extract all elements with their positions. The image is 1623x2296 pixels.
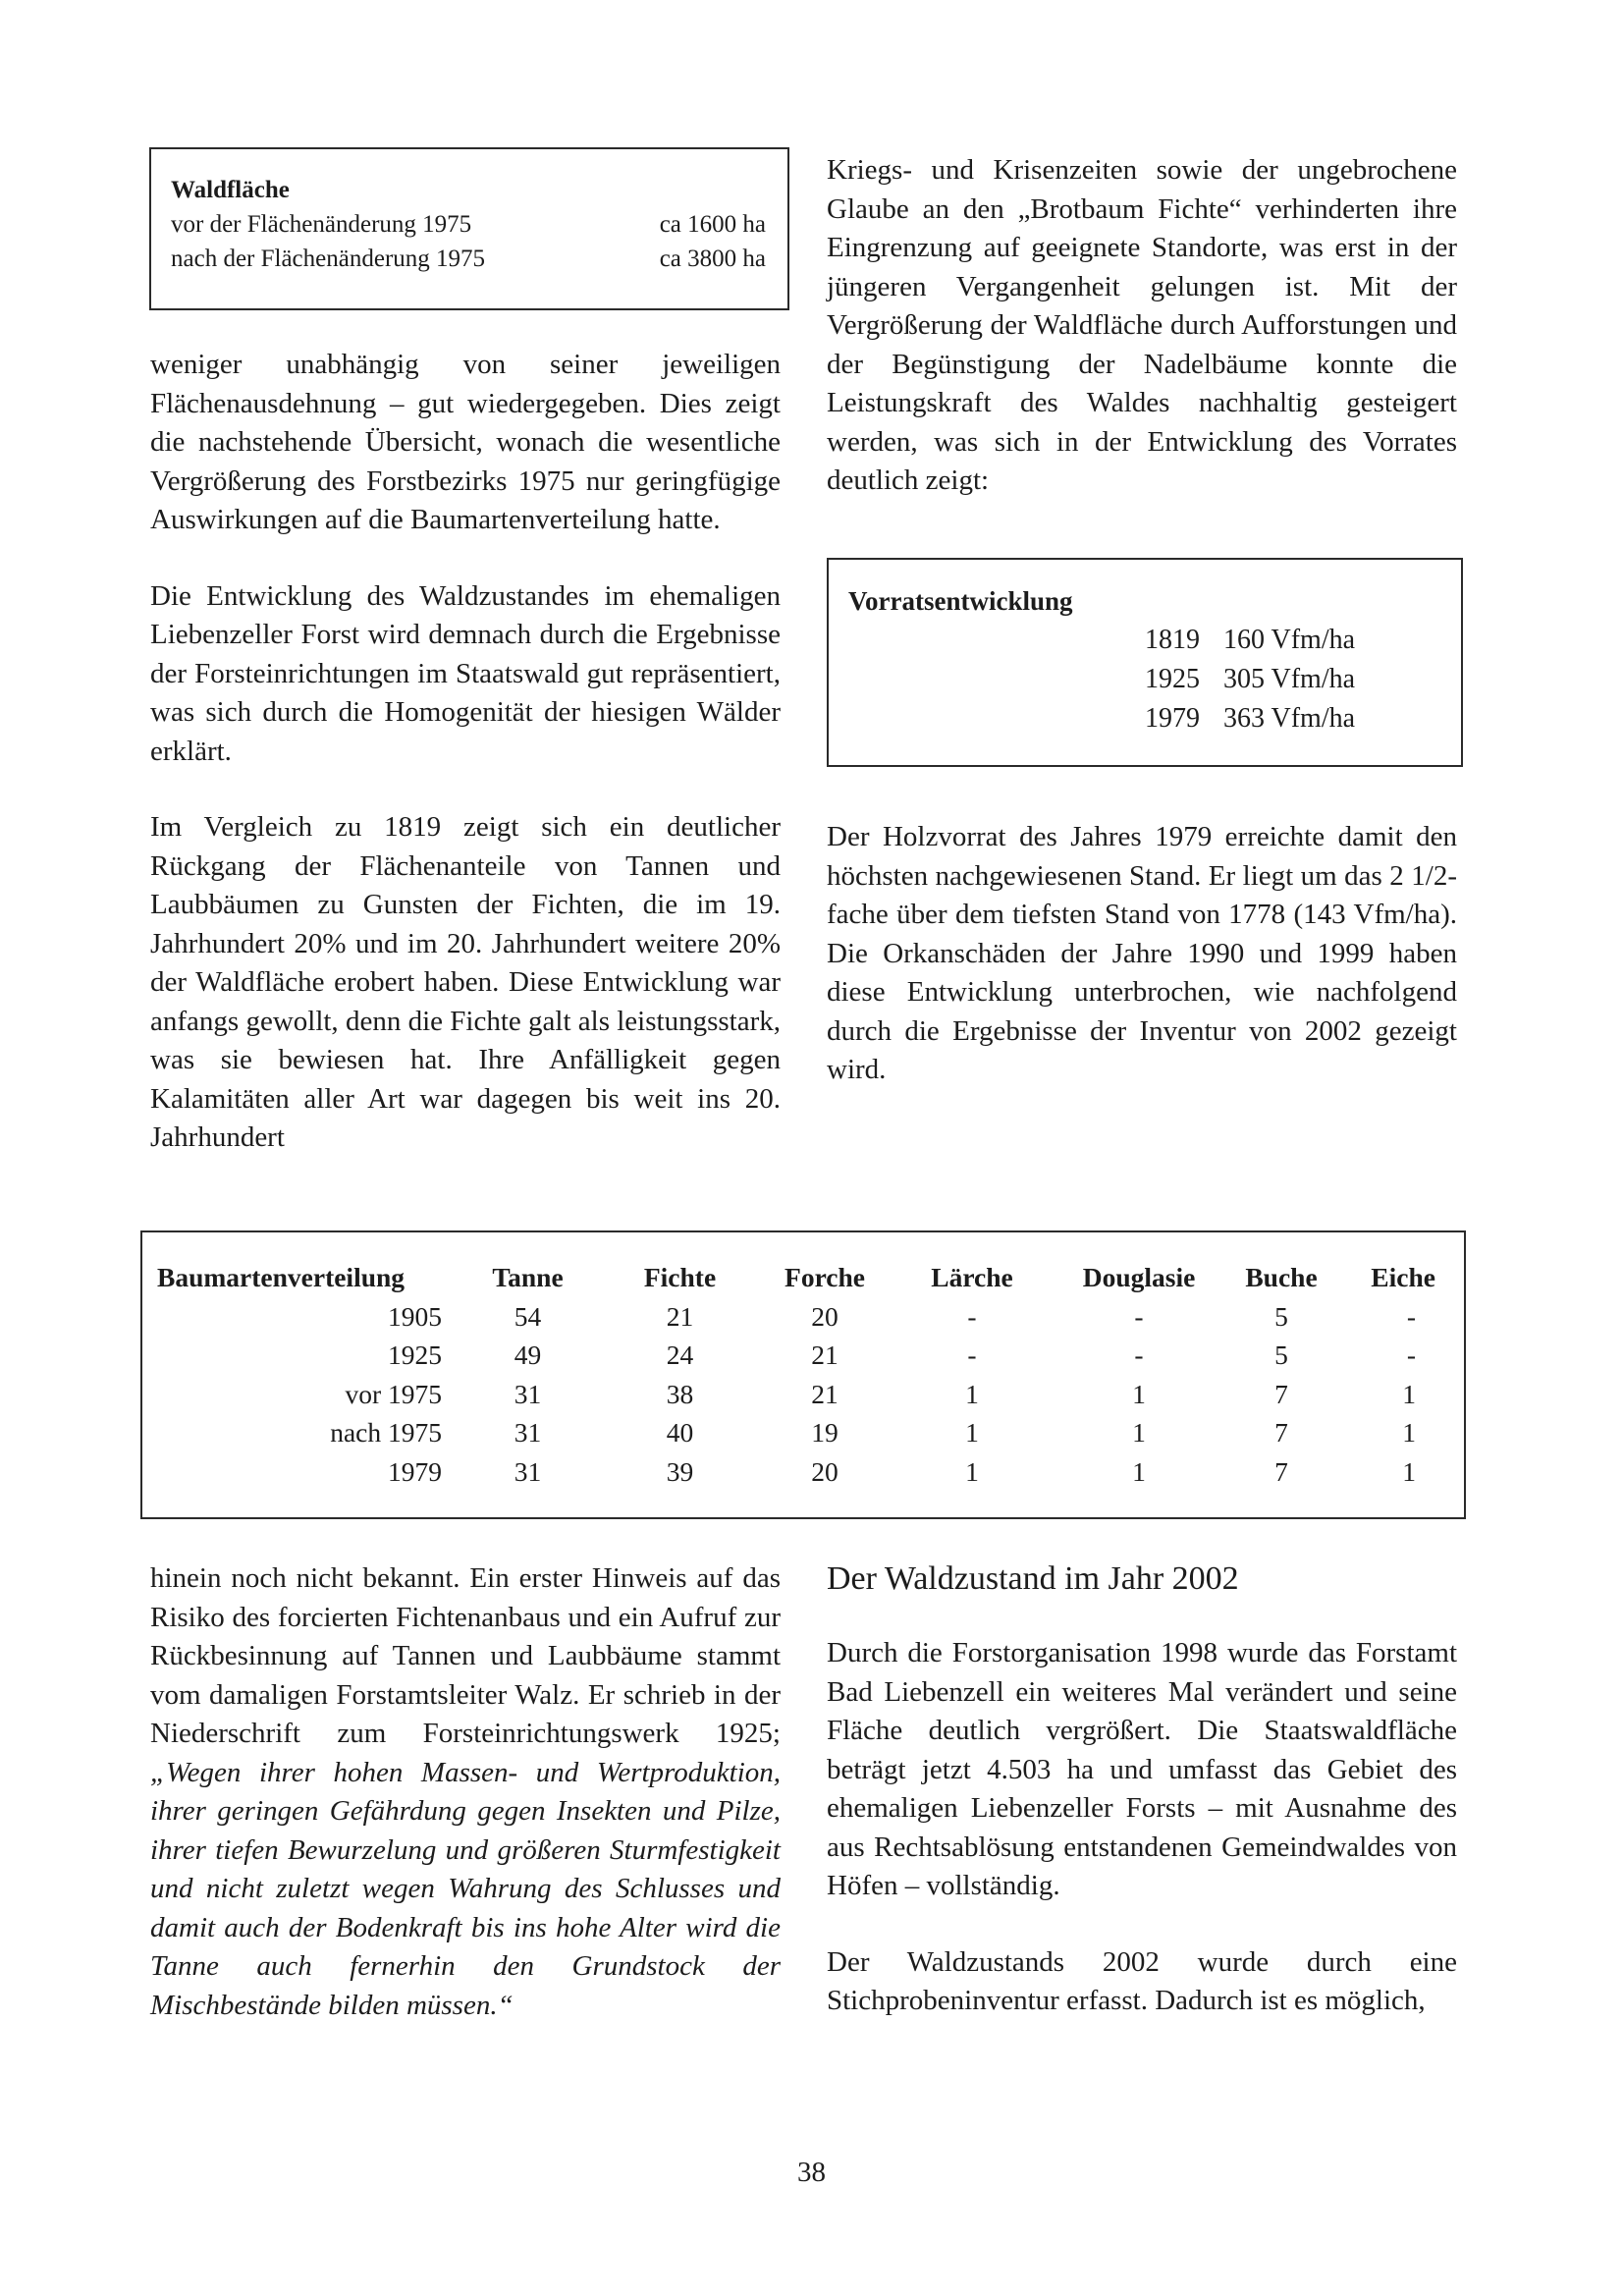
left-column-bottom — [150, 1559, 781, 2025]
vorrat-year: 1819 — [1145, 625, 1200, 655]
table-cell: 54 — [514, 1300, 542, 1332]
table-cell: 31 — [514, 1378, 542, 1409]
vorrat-year: 1925 — [1145, 664, 1200, 694]
table-row — [157, 1375, 1443, 1414]
waldflaeche-row-value: ca 1600 ha — [659, 211, 766, 238]
table-cell: 49 — [514, 1339, 542, 1370]
table-cell: 1 — [965, 1417, 979, 1448]
vorrat-year: 1979 — [1145, 703, 1200, 734]
paragraph: Der Waldzustands 2002 wurde durch eine Stichprobeninventur erfasst. Dadurch ist es möglich, — [827, 1945, 1457, 2016]
table-header: Fichte — [643, 1262, 717, 1292]
paragraph: weniger unabhängig von seiner jeweiligen Flächenausdehnung – gut wiedergegeben. Dies zeigt die nachstehende Übersicht, wonach die wesentliche Vergrößerung des Forstbezirks 1975 nur geringfügige Auswirkungen auf die Baumartenverteilung hatte. — [150, 349, 781, 535]
table-cell: vor 1975 — [345, 1378, 442, 1409]
paragraph: Die Entwicklung des Waldzustandes im ehemaligen Liebenzeller Forst wird demnach durch die Ergebnisse der Forsteinrichtungen im Staatswald gut repräsentiert, was sich durch die Homogenität der hiesigen Wälder erklärt. — [150, 579, 781, 767]
section-heading: Der Waldzustand im Jahr 2002 — [827, 1560, 1239, 1597]
vorrat-value: 305 Vfm/ha — [1223, 664, 1356, 694]
waldflaeche-row-label: nach der Flächenänderung 1975 — [171, 246, 486, 272]
table-cell: 20 — [811, 1300, 839, 1332]
table-row — [157, 1297, 1443, 1337]
right-column-bottom — [827, 1559, 1457, 2021]
table-cell: 1 — [965, 1378, 979, 1409]
table-cell: 21 — [666, 1300, 694, 1332]
table-cell: 1 — [1402, 1378, 1416, 1409]
table-cell: 40 — [666, 1417, 694, 1448]
table-cell: 20 — [811, 1455, 839, 1487]
table-header: Eiche — [1371, 1262, 1435, 1292]
quote-text: „Wegen ihrer hohen Massen- und Wertproduktion, ihrer geringen Gefährdung gegen Insekten und Pilze, ihrer tiefen Bewurzelung und größeren Sturmfestigkeit und nicht zuletzt wegen Wahrung des Schlusses und damit auch der Bodenkraft bis ins hohe Alter wird die Tanne auch fernerhin den Grundstock der Mischbestände bilden müssen.“ — [150, 1756, 781, 2021]
table-cell: - — [1134, 1300, 1144, 1332]
table-cell: 19 — [811, 1417, 839, 1448]
table-cell: 31 — [514, 1455, 542, 1487]
table-cell: 7 — [1274, 1455, 1288, 1487]
table-cell: 1 — [1132, 1417, 1146, 1448]
table-cell: 1 — [1132, 1378, 1146, 1409]
table-cell: - — [967, 1339, 977, 1370]
table-header: Forche — [784, 1262, 865, 1292]
table-cell: 1 — [1402, 1417, 1416, 1448]
vorrat-title: Vorratsentwicklung — [848, 586, 1073, 616]
vorrat-row — [848, 699, 1441, 738]
table-header: Tanne — [492, 1262, 564, 1292]
table-cell: 5 — [1274, 1300, 1288, 1332]
paragraph: Durch die Forstorganisation 1998 wurde das Forstamt Bad Liebenzell ein weiteres Mal verändert und seine Fläche deutlich vergrößert. Die Staatswaldfläche beträgt jetzt 4.503 ha und umfasst das Gebiet des ehemaligen Liebenzeller Forsts – mit Ausnahme des aus Rechtsablösung entstandenen Gemeindwaldes von Höfen – vollständig. — [827, 1637, 1457, 1901]
table-cell: - — [1406, 1300, 1416, 1332]
table-cell: 21 — [811, 1339, 839, 1370]
table-row — [157, 1413, 1443, 1452]
table-header: Buche — [1245, 1262, 1318, 1292]
table-header: Douglasie — [1082, 1262, 1196, 1292]
paragraph: Im Vergleich zu 1819 zeigt sich ein deutlicher Rückgang der Flächenanteile von Tannen und Laubbäumen zu Gunsten der Fichten, die im 19. Jahrhundert 20% und im 20. Jahrhundert weitere 20% der Waldfläche erobert haben. Diese Entwicklung war anfangs gewollt, denn die Fichte galt als leistungsstark, was sie bewiesen hat. Ihre Anfälligkeit gegen Kalamitäten aller Art war dagegen bis weit ins 20. Jahrhundert — [150, 811, 781, 1153]
vorrat-value: 363 Vfm/ha — [1223, 703, 1356, 734]
table-cell: 1 — [1132, 1455, 1146, 1487]
vorrat-box — [827, 558, 1463, 767]
waldflaeche-row-label: vor der Flächenänderung 1975 — [171, 211, 472, 238]
table-cell: 24 — [666, 1339, 694, 1370]
table-row — [157, 1452, 1443, 1492]
table-cell: 7 — [1274, 1417, 1288, 1448]
table-cell: 31 — [514, 1417, 542, 1448]
table-cell: 21 — [811, 1378, 839, 1409]
baumarten-table — [157, 1258, 1443, 1491]
page-number: 38 — [797, 2157, 826, 2188]
right-column-middle — [827, 818, 1457, 1090]
table-cell: 1 — [1402, 1455, 1416, 1487]
table-header: Lärche — [931, 1262, 1013, 1292]
table-cell: 1905 — [388, 1300, 442, 1332]
table-row — [157, 1336, 1443, 1375]
vorrat-value: 160 Vfm/ha — [1223, 625, 1356, 655]
table-cell: 1925 — [388, 1339, 442, 1370]
waldflaeche-row — [171, 242, 766, 276]
body-text: hinein noch nicht bekannt. Ein erster Hinweis auf das Risiko des forcierten Fichtenanbaus und ein Aufruf zur Rückbesinnung auf Tannen und Laubbäume stammt vom damaligen Forstamtsleiter Walz. Er schrieb in der Niederschrift zum Forsteinrichtungswerk 1925; — [150, 1562, 781, 1749]
waldflaeche-title: Waldfläche — [171, 177, 290, 203]
table-cell: 1979 — [388, 1455, 442, 1487]
waldflaeche-row — [171, 207, 766, 242]
right-column-top — [827, 151, 1457, 501]
waldflaeche-row-value: ca 3800 ha — [659, 246, 766, 272]
table-cell: 7 — [1274, 1378, 1288, 1409]
table-cell: - — [967, 1300, 977, 1332]
table-cell: 38 — [666, 1378, 694, 1409]
paragraph: Kriegs- und Krisenzeiten sowie der ungebrochene Glaube an den „Brotbaum Fichte“ verhinderten ihre Eingrenzung auf geeignete Standorte, was erst in der jüngeren Vergangenheit gelungen ist. Mit der Vergrößerung der Waldfläche durch Aufforstungen und der Begünstigung der Nadelbäume konnte die Leistungskraft des Waldes nachhaltig gesteigert werden, was sich in der Entwicklung des Vorrates deutlich zeigt: — [827, 154, 1457, 496]
paragraph — [150, 1559, 781, 2025]
baumarten-table-box — [140, 1230, 1466, 1519]
table-cell: - — [1134, 1339, 1144, 1370]
waldflaeche-box — [149, 147, 789, 310]
table-cell: - — [1406, 1339, 1416, 1370]
table-cell: 1 — [965, 1455, 979, 1487]
vorrat-row — [848, 660, 1441, 699]
left-column-top — [150, 346, 781, 1158]
table-cell: nach 1975 — [330, 1417, 442, 1448]
table-header-row — [157, 1258, 1443, 1297]
paragraph: Der Holzvorrat des Jahres 1979 erreichte damit den höchsten nachgewiesenen Stand. Er liegt um das 2 1/2-fache über dem tiefsten Stand von 1778 (143 Vfm/ha). Die Orkanschäden der Jahre 1990 und 1999 haben diese Entwicklung unterbrochen, wie nachfolgend durch die Ergebnisse der Inventur von 2002 gezeigt wird. — [827, 821, 1457, 1085]
table-cell: 5 — [1274, 1339, 1288, 1370]
table-header: Baumartenverteilung — [157, 1262, 406, 1292]
vorrat-row — [848, 621, 1441, 660]
table-cell: 39 — [666, 1455, 694, 1487]
